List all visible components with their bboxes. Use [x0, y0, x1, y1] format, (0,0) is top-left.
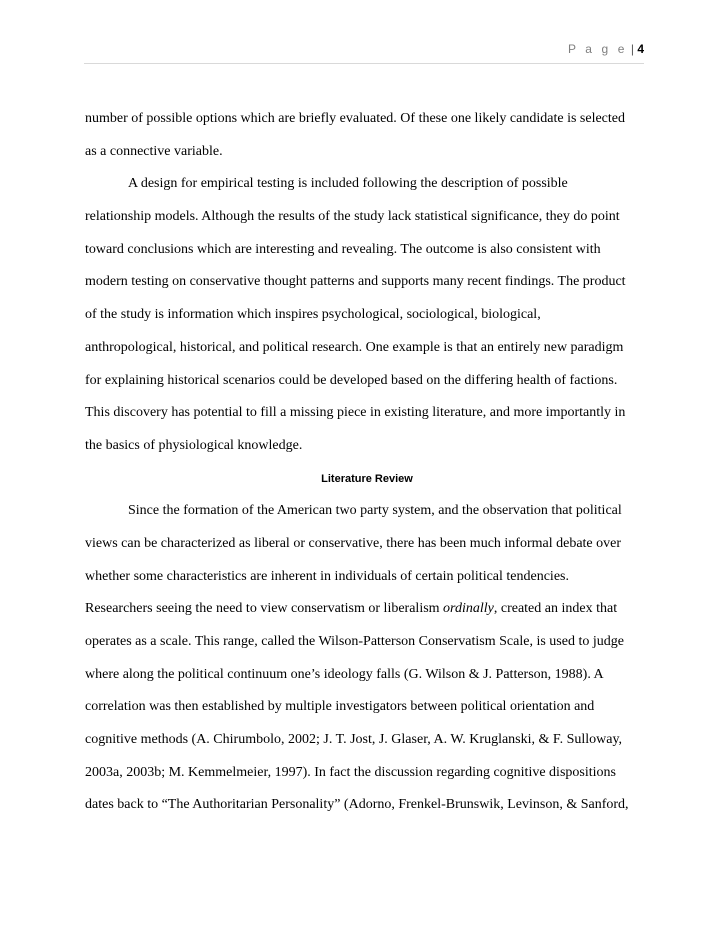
text-line: dates back to “The Authoritarian Personality” (Adorno, Frenkel-Brunswik, Levinson, & Sanford, [85, 797, 629, 813]
page-label: P a g e [567, 42, 628, 56]
text-line: number of possible options which are briefly evaluated. Of these one likely candidate is selected [85, 111, 625, 126]
page-header [84, 41, 644, 64]
text-line: where along the political continuum one’s ideology falls (G. Wilson & J. Patterson, 1988). A [85, 666, 604, 682]
text-line: toward conclusions which are interesting and revealing. The outcome is also consistent with [85, 241, 601, 257]
text-line: anthropological, historical, and political research. One example is that an entirely new paradigm [85, 339, 624, 355]
text-line: cognitive methods (A. Chirumbolo, 2002; J. T. Jost, J. Glaser, A. W. Kruglanski, & F. Sulloway, [85, 732, 623, 748]
text-line: correlation was then established by multiple investigators between political orientation and [85, 699, 595, 715]
text-line: as a connective variable. [85, 143, 223, 159]
page-number-label [568, 41, 644, 57]
text-line: relationship models. Although the results of the study lack statistical significance, they do point [85, 209, 620, 225]
text-line-with-italic [85, 593, 649, 626]
document-body [85, 103, 649, 822]
text-line: the basics of physiological knowledge. [85, 437, 303, 453]
section-heading: Literature Review [321, 472, 413, 485]
text-line: modern testing on conservative thought patterns and supports many recent findings. The product [85, 274, 626, 290]
text-line: whether some characteristics are inherent in individuals of certain political tendencies. [85, 568, 569, 584]
italic-term: ordinally [443, 601, 494, 617]
text-line: of the study is information which inspires psychological, sociological, biological, [85, 307, 541, 323]
text-segment: Researchers seeing the need to view conservatism or liberalism [85, 601, 444, 617]
text-line: This discovery has potential to fill a missing piece in existing literature, and more importantly in [85, 405, 626, 421]
text-line: Since the formation of the American two party system, and the observation that political [128, 503, 622, 519]
page-number: 4 [637, 42, 644, 56]
text-line: A design for empirical testing is included following the description of possible [128, 176, 568, 192]
text-line: for explaining historical scenarios could be developed based on the differing health of factions. [85, 372, 618, 388]
text-line: 2003a, 2003b; M. Kemmelmeier, 1997). In fact the discussion regarding cognitive dispositions [85, 764, 616, 780]
text-line: views can be characterized as liberal or conservative, there has been much informal debate over [85, 535, 622, 551]
page-separator: | [630, 42, 634, 56]
text-line: operates as a scale. This range, called the Wilson-Patterson Conservatism Scale, is used to judge [85, 634, 624, 649]
text-segment: , created an index that [493, 601, 618, 617]
